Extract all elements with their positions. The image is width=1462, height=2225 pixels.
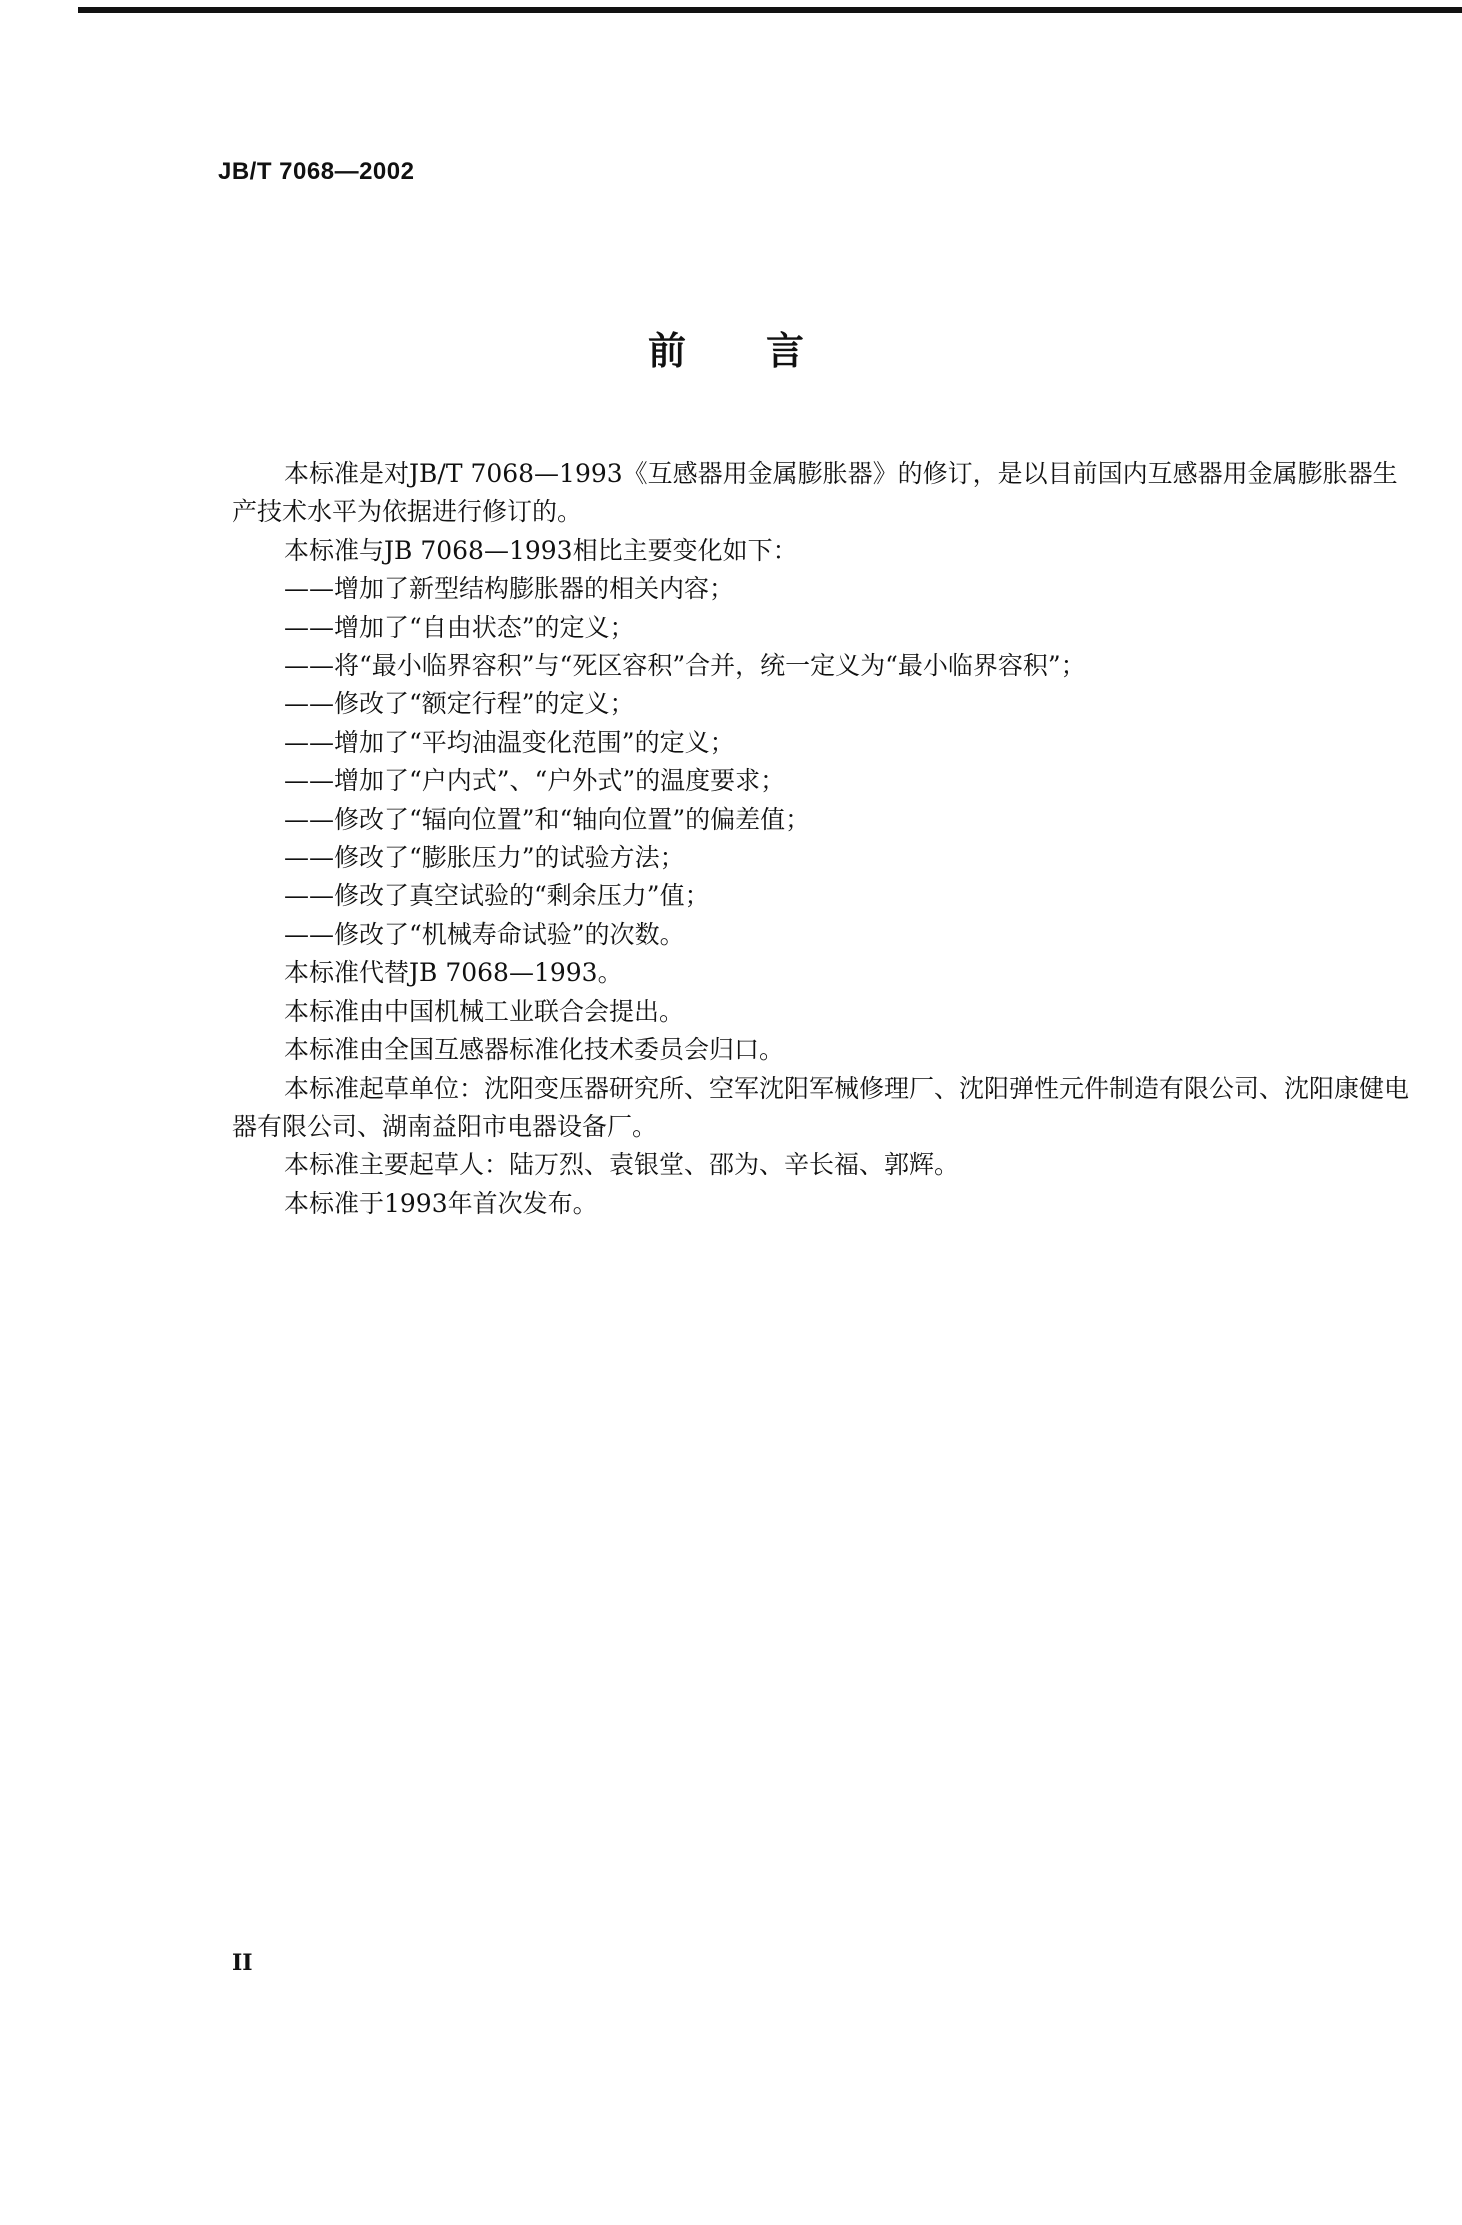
committee-statement: 本标准由全国互感器标准化技术委员会归口。: [284, 1035, 785, 1065]
change-item: ——增加了“自由状态”的定义；: [284, 612, 635, 642]
replaces-statement: 本标准代替JB 7068—1993。: [284, 958, 623, 988]
top-rule: [78, 7, 1462, 13]
page-title: 前言: [647, 329, 884, 373]
page-number: II: [232, 1950, 253, 1976]
foreword-body: [232, 455, 1422, 1223]
change-item: ——修改了真空试验的“剩余压力”值；: [284, 881, 710, 911]
change-item: ——增加了“户内式”、“户外式”的温度要求；: [284, 766, 786, 796]
change-item: ——增加了“平均油温变化范围”的定义；: [284, 727, 735, 757]
change-item: ——修改了“额定行程”的定义；: [284, 689, 635, 719]
change-item: ——修改了“机械寿命试验”的次数。: [284, 919, 685, 949]
drafters-statement: 本标准主要起草人：陆万烈、袁银堂、邵为、辛长福、郭辉。: [284, 1150, 960, 1180]
change-item: ——将“最小临界容积”与“死区容积”合并，统一定义为“最小临界容积”；: [284, 651, 1086, 681]
standard-code: JB/T 7068—2002: [218, 158, 415, 185]
proposer-statement: 本标准由中国机械工业联合会提出。: [284, 996, 685, 1026]
change-item: ——增加了新型结构膨胀器的相关内容；: [284, 574, 735, 604]
change-item: ——修改了“膨胀压力”的试验方法；: [284, 843, 685, 873]
intro-paragraph: 本标准是对JB/T 7068—1993《互感器用金属膨胀器》的修订，是以目前国内互感器用金属膨胀器生产技术水平为依据进行修订的。: [232, 459, 1398, 527]
first-issue-statement: 本标准于1993年首次发布。: [284, 1188, 598, 1218]
change-item: ——修改了“辐向位置”和“轴向位置”的偏差值；: [284, 804, 811, 834]
changes-intro: 本标准与JB 7068—1993相比主要变化如下：: [284, 535, 798, 565]
drafting-units-statement: 本标准起草单位：沈阳变压器研究所、空军沈阳军械修理厂、沈阳弹性元件制造有限公司、沈阳康健电器有限公司、湖南益阳市电器设备厂。: [232, 1073, 1410, 1141]
